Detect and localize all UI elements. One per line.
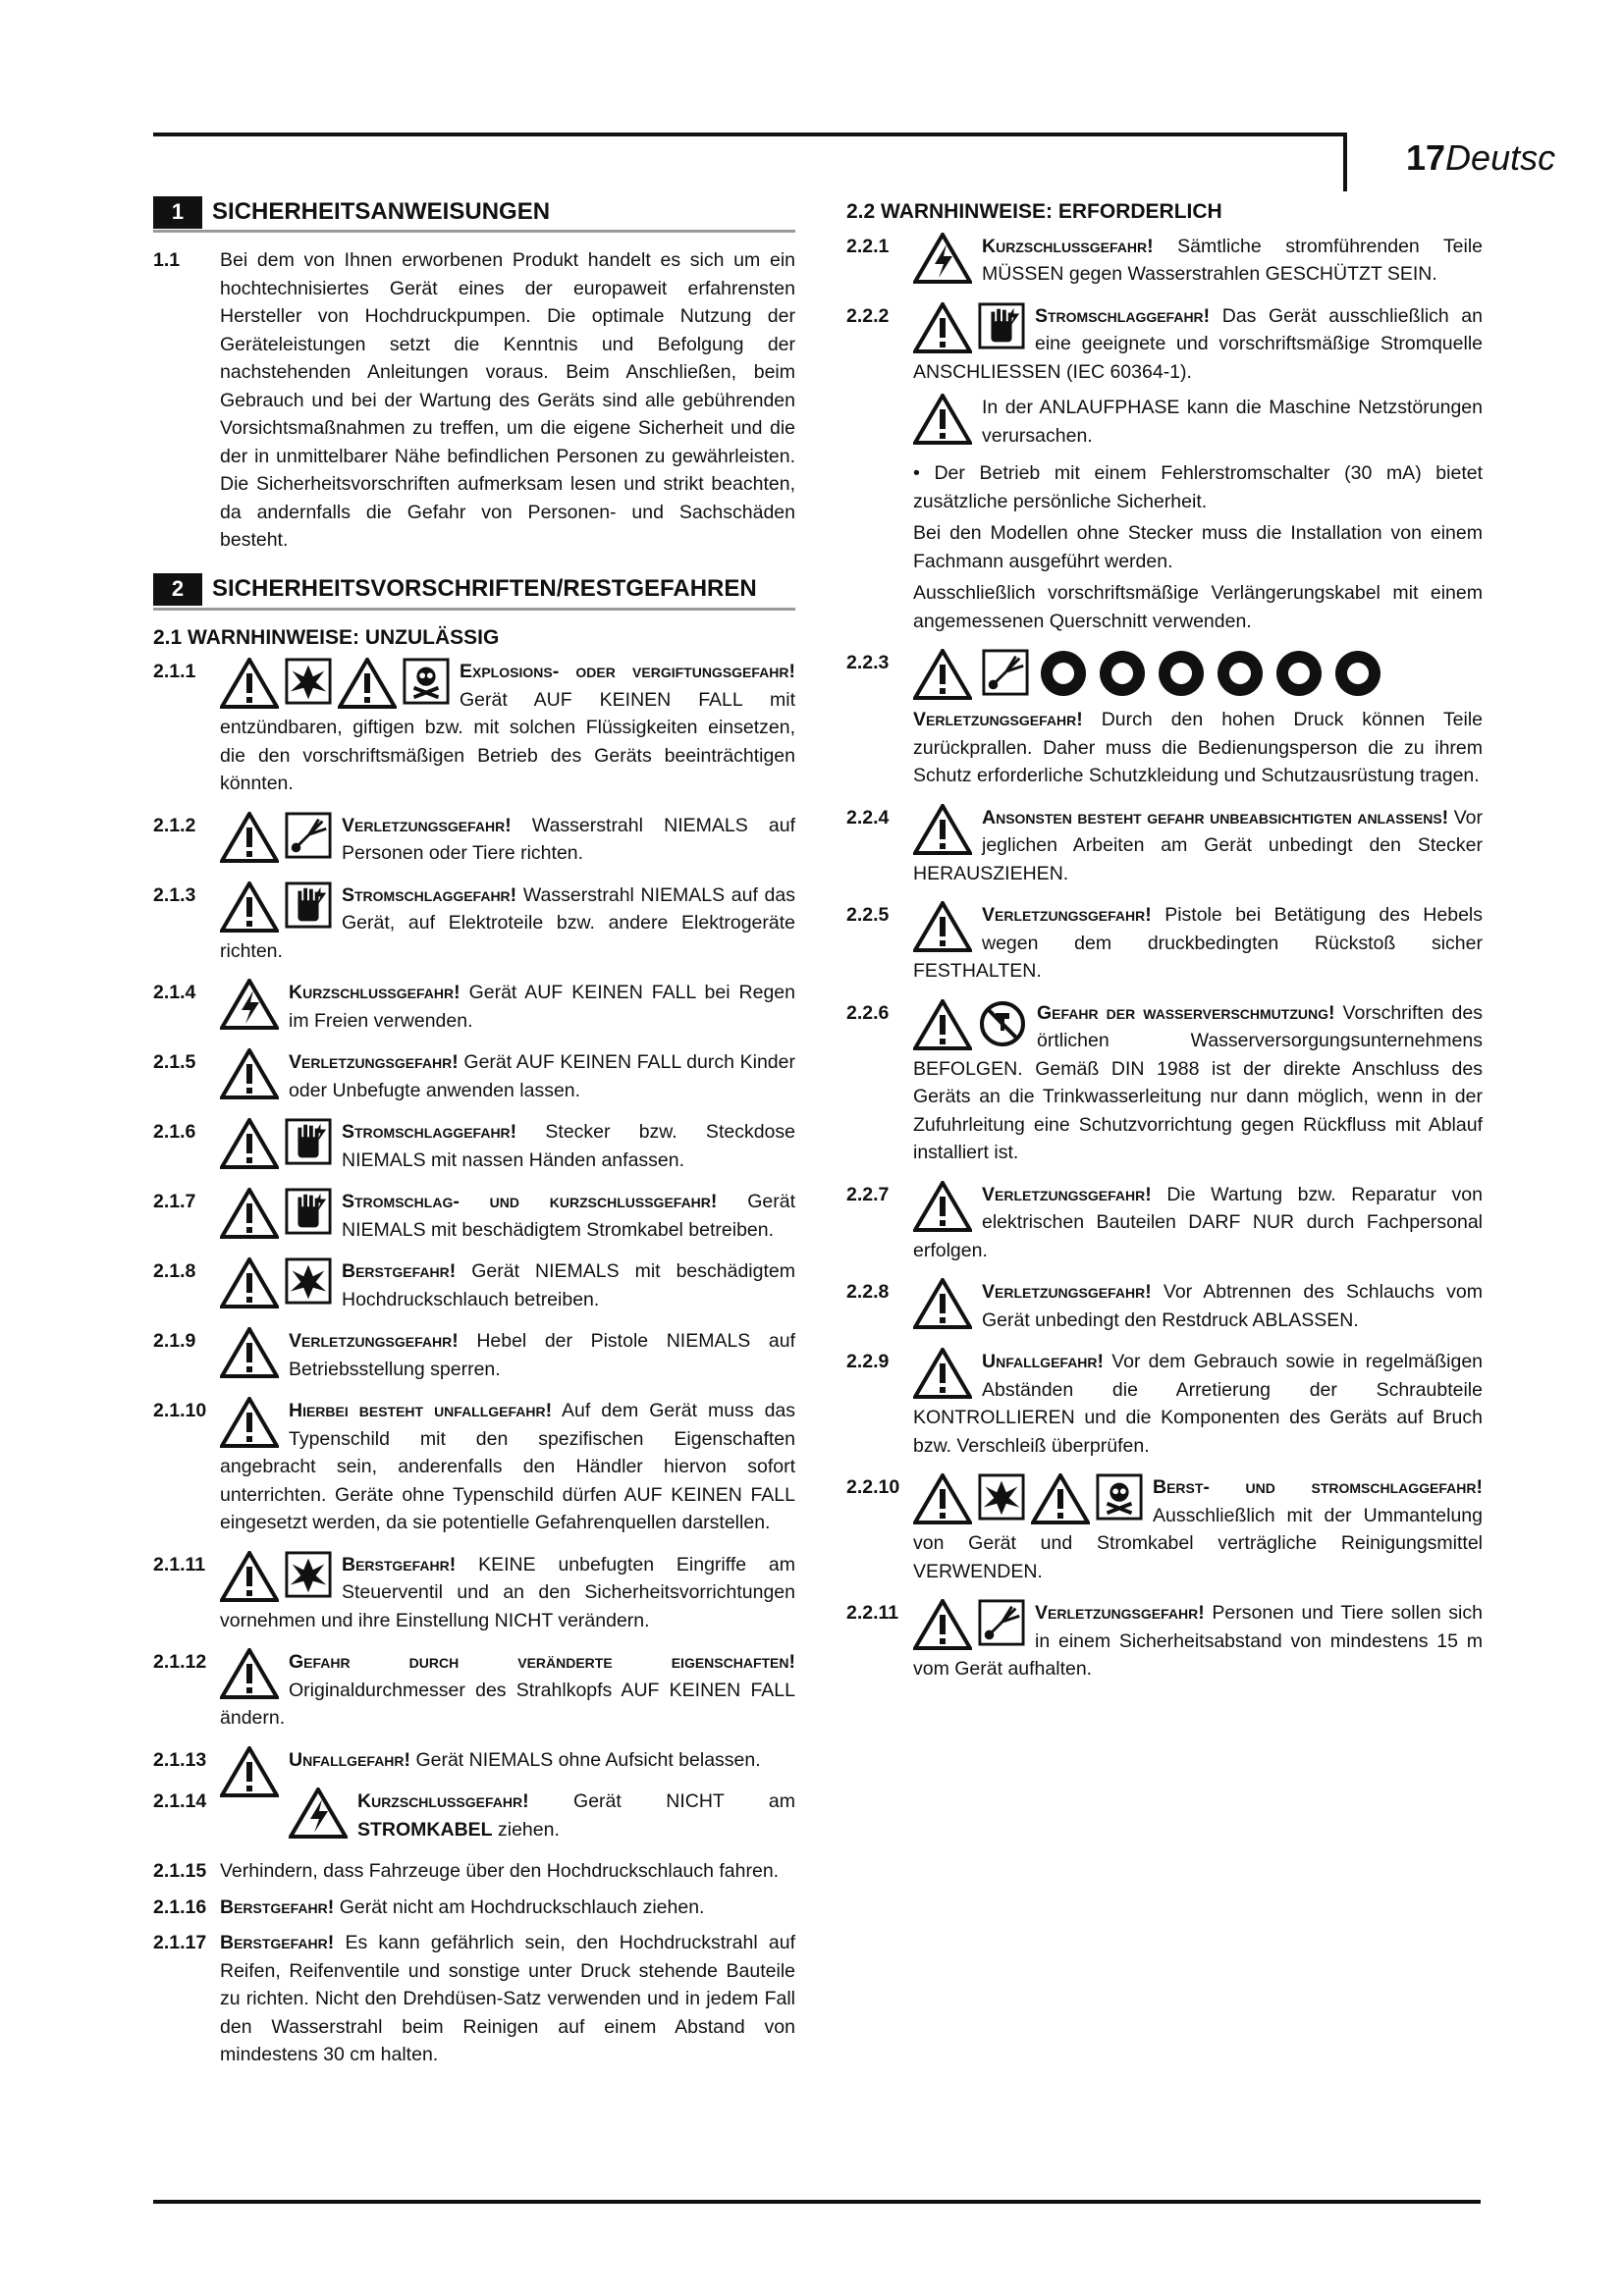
water-jet-icon — [978, 1599, 1025, 1646]
icon-group — [220, 1327, 279, 1378]
item-number: 2.1.9 — [153, 1330, 196, 1352]
item-2-2-8 — [846, 1278, 1483, 1334]
item-text: Hebel der Pistole NIEMALS auf Betriebsstellung sperren. — [289, 1330, 795, 1380]
item-number: 2.1.17 — [153, 1932, 207, 1953]
item-text: Das Gerät ausschließlich an eine geeignete und vorschriftsmäßige Stromquelle ANSCHLIESSEN (IEC 60364-1). — [913, 304, 1483, 383]
item-2-2-2-notes — [846, 459, 1483, 635]
hazard-heading: Gefahr der wasserverschmutzung! — [1037, 1001, 1335, 1024]
item-2-2-1 — [846, 233, 1483, 289]
item-number: 2.2.7 — [846, 1183, 890, 1205]
hazard-heading: Verletzungsgefahr! — [913, 709, 1083, 730]
item-2-2-9 — [846, 1348, 1483, 1460]
item-text: Auf dem Gerät muss das Typenschild mit den spezifischen Eigenschaften angebracht sein, anderenfalls den Händler hiervon sofort unterrichten. Geräte ohne Typenschild dürfen AUF KEINEN FALL eingesetzt werden, da sie potentielle Gefahrenquellen darstellen. — [220, 1400, 796, 1533]
item-text: Gerät AUF KEINEN FALL durch Kinder oder Unbefugte anwenden lassen. — [289, 1051, 795, 1101]
item-text: In der ANLAUFPHASE kann die Maschine Netzstörungen verursachen. — [982, 397, 1483, 447]
warning-triangle-icon — [913, 999, 972, 1050]
icon-group — [913, 302, 1025, 353]
hazard-heading: Explosions- oder vergiftungsgefahr! — [460, 661, 795, 682]
hazard-heading: Kurzschlussgefahr! — [289, 982, 460, 1003]
hazard-heading: Berstgefahr! — [220, 1932, 335, 1953]
electric-hand-icon — [285, 881, 332, 929]
item-text: Originaldurchmesser des Strahlkopfs AUF KEINEN FALL ändern. — [220, 1679, 795, 1729]
hazard-heading: Kurzschlussgefahr! — [357, 1790, 529, 1812]
warning-triangle-icon — [220, 1397, 279, 1448]
section-number: 2 — [153, 573, 202, 606]
item-number: 2.1.10 — [153, 1400, 207, 1421]
item-text: Gerät nicht am Hochdruckschlauch ziehen. — [339, 1896, 705, 1918]
icon-group — [913, 1473, 1143, 1524]
item-number: 2.1.1 — [153, 661, 196, 682]
section-2-header — [153, 572, 795, 611]
protective-clothing-icon — [1039, 649, 1088, 698]
item-2-1-16 — [153, 1894, 795, 1922]
icon-group — [913, 901, 972, 952]
item-number: 1.1 — [153, 249, 181, 271]
item-2-1-14 — [153, 1788, 795, 1843]
item-number: 2.2.5 — [846, 904, 890, 926]
item-number: 2.1.13 — [153, 1748, 207, 1771]
item-number: 2.1.12 — [153, 1651, 207, 1673]
warning-triangle-icon — [913, 649, 972, 700]
goggles-icon — [1333, 649, 1382, 698]
warning-triangle-icon — [220, 1327, 279, 1378]
warning-triangle-icon — [913, 1348, 972, 1399]
item-number: 2.1.2 — [153, 814, 196, 836]
item-text: Gerät AUF KEINEN FALL mit entzündbaren, giftigen bzw. mit solchen Flüssigkeiten einsetzen, die den vorschriftsmäßigen Betrieb des Geräts beeinträchtigen könnten. — [220, 688, 795, 794]
warning-triangle-icon — [338, 658, 397, 709]
icon-group — [220, 979, 279, 1030]
explosion-icon — [285, 1257, 332, 1305]
item-number: 2.2.3 — [846, 652, 890, 673]
hazard-heading: Verletzungsgefahr! — [289, 1051, 459, 1073]
icon-group — [220, 1048, 279, 1099]
item-2-1-17 — [153, 1929, 795, 2069]
item-number: 2.1.5 — [153, 1051, 196, 1073]
item-2-1-1 — [153, 658, 795, 798]
item-number: 2.2.9 — [846, 1351, 890, 1372]
no-drinking-water-icon — [978, 999, 1027, 1048]
subsection-2-2-title: 2.2 WARNHINWEISE: ERFORDERLICH — [846, 200, 1222, 223]
item-text: Vor dem Gebrauch sowie in regelmäßigen Abständen die Arretierung der Schraubteile KONTROLLIEREN und die Komponenten des Geräts auf Bruch bzw. Verschleiß überprüfen. — [913, 1351, 1484, 1457]
hazard-heading: Kurzschlussgefahr! — [982, 235, 1154, 257]
item-text-bold: STROMKABEL — [357, 1818, 493, 1841]
section-title: SICHERHEITSANWEISUNGEN — [212, 197, 551, 225]
item-2-2-11 — [846, 1599, 1483, 1683]
item-2-2-2 — [846, 302, 1483, 387]
item-2-1-7 — [153, 1188, 795, 1244]
item-number: 2.1.11 — [153, 1553, 206, 1575]
hazard-heading: Stromschlaggefahr! — [1035, 304, 1211, 327]
item-2-1-4 — [153, 979, 795, 1035]
hazard-heading: Gefahr durch veränderte eigenschaften! — [289, 1651, 795, 1673]
subsection-2-1-title: 2.1 WARNHINWEISE: UNZULÄSSIG — [153, 625, 500, 649]
right-column — [846, 194, 1483, 1697]
section-title: SICHERHEITSVORSCHRIFTEN/RESTGEFAHREN — [212, 575, 757, 603]
icon-group — [220, 1257, 332, 1308]
item-text: Wasserstrahl NIEMALS auf Personen oder Tiere richten. — [342, 814, 795, 864]
note-extension-cable: Ausschließlich vorschriftsmäßige Verlängerungskabel mit einem angemessenen Querschnitt verwenden. — [913, 582, 1483, 632]
section-1-header — [153, 194, 795, 233]
icon-group — [913, 1599, 1025, 1650]
page-number: 17 — [1406, 137, 1446, 178]
warning-triangle-icon — [220, 658, 279, 709]
hazard-heading: Berstgefahr! — [220, 1896, 335, 1918]
item-text: KEINE unbefugten Eingriffe am Steuerventil und an den Sicherheitsvorrichtungen vornehmen und ihre Einstellung NICHT verändern. — [220, 1553, 796, 1631]
icon-group — [220, 1551, 332, 1602]
item-2-1-8 — [153, 1257, 795, 1313]
electric-hand-icon — [285, 1188, 332, 1235]
warning-triangle-icon — [1031, 1473, 1090, 1524]
hazard-heading: Verletzungsgefahr! — [289, 1330, 459, 1352]
warning-triangle-icon — [913, 1599, 972, 1650]
item-number: 2.1.6 — [153, 1121, 196, 1143]
note-installation: Bei den Modellen ohne Stecker muss die Installation von einem Fachmann ausgeführt werden. — [913, 522, 1483, 572]
warning-triangle-icon — [913, 901, 972, 952]
item-text: Wasserstrahl NIEMALS auf das Gerät, auf Elektroteile bzw. andere Elektrogeräte richten. — [220, 883, 795, 962]
item-text: Die Wartung bzw. Reparatur von elektrischen Bauteilen DARF NUR durch Fachpersonal erfolgen. — [913, 1183, 1483, 1261]
warning-triangle-icon — [913, 804, 972, 855]
hazard-heading: Stromschlag- und kurzschlussgefahr! — [342, 1191, 718, 1212]
warning-triangle-icon — [913, 1473, 972, 1524]
language-label: Deutsc — [1445, 137, 1556, 178]
item-2-1-2 — [153, 812, 795, 868]
item-text: Gerät NIEMALS ohne Aufsicht belassen. — [415, 1748, 761, 1771]
item-number: 2.2.4 — [846, 806, 890, 828]
hazard-heading: Berst- und stromschlaggefahr! — [1153, 1476, 1483, 1498]
item-number: 2.2.11 — [846, 1602, 899, 1624]
warning-triangle-icon — [220, 1257, 279, 1308]
item-text: Vor jeglichen Arbeiten am Gerät unbedingt den Stecker HERAUSZIEHEN. — [913, 806, 1483, 884]
skull-icon — [403, 658, 450, 705]
item-number: 2.2.10 — [846, 1476, 900, 1498]
warning-triangle-icon — [220, 1118, 279, 1169]
item-2-2-7 — [846, 1181, 1483, 1265]
startup-note — [846, 394, 1483, 450]
paragraph-1-1 — [153, 246, 795, 555]
explosion-icon — [285, 1551, 332, 1598]
item-number: 2.1.8 — [153, 1260, 196, 1282]
icon-group — [913, 999, 1027, 1050]
icon-group — [913, 1278, 972, 1329]
hazard-heading: Unfallgefahr! — [982, 1351, 1105, 1372]
high-voltage-icon — [913, 233, 972, 284]
item-text: Durch den hohen Druck können Teile zurückprallen. Daher muss die Bedienungsperson die zu ihrem Schutz erforderliche Schutzkleidung und Schutzausrüstung tragen. — [913, 709, 1484, 786]
warning-triangle-icon — [220, 1551, 279, 1602]
item-text: Bei dem von Ihnen erworbenen Produkt handelt es sich um ein hochtechnisiertes Gerät eines der europaweit erfahrensten Hersteller von Hochdruckpumpen. Die optimale Nutzung der Geräteleistungen setzt die Kenntnis und Befolgung der nachstehenden Anleitungen voraus. Beim Anschließen, beim Gebrauch und bei der Wartung des Geräts sind alle gebührenden Vorsichtsmaßnahmen zu treffen, um die eigene Sicherheit und die der in unmittelbarer Nähe befindlichen Personen zu gewährleisten. Die Sicherheitsvorschriften aufmerksam lesen und strikt beachten, da andernfalls die Gefahr von Personen- und Sachschäden besteht. — [220, 249, 795, 551]
item-2-1-9 — [153, 1327, 795, 1383]
icon-group — [913, 1348, 972, 1399]
hazard-heading: Unfallgefahr! — [289, 1748, 411, 1771]
left-column — [153, 194, 795, 2083]
explosion-icon — [285, 658, 332, 705]
water-jet-icon — [285, 812, 332, 859]
item-text: Personen und Tiere sollen sich in einem Sicherheitsabstand von mindestens 15 m vom Gerät aufhalten. — [913, 1602, 1483, 1680]
item-2-1-11 — [153, 1551, 795, 1635]
icon-group — [913, 804, 972, 855]
item-text: Verhindern, dass Fahrzeuge über den Hochdruckschlauch fahren. — [220, 1860, 780, 1882]
high-voltage-icon — [220, 979, 279, 1030]
icon-group — [220, 812, 332, 863]
item-text: Vorschriften des örtlichen Wasserversorgungsunternehmens BEFOLGEN. Gemäß DIN 1988 ist der direkte Anschluss des Geräts an die Trinkwasserleitung nur dann möglich, wenn in der Zufuhrleitung eine Schutzvorrichtung gegen Rückfluss mit Ablauf installiert ist. — [913, 1001, 1483, 1163]
hazard-heading: Stromschlaggefahr! — [342, 1121, 517, 1143]
warning-triangle-icon — [913, 1181, 972, 1232]
item-number: 2.2.1 — [846, 235, 890, 257]
item-text: Gerät NIEMALS mit beschädigtem Hochdruckschlauch betreiben. — [342, 1260, 795, 1310]
icon-group — [913, 394, 972, 445]
item-text: Gerät NICHT am — [573, 1790, 796, 1812]
icon-group — [220, 1648, 279, 1699]
item-2-1-15 — [153, 1857, 795, 1886]
item-2-2-4 — [846, 804, 1483, 888]
icon-group — [220, 1118, 332, 1169]
item-2-1-5 — [153, 1048, 795, 1104]
warning-triangle-icon — [220, 881, 279, 933]
warning-triangle-icon — [220, 1648, 279, 1699]
item-number: 2.2.2 — [846, 304, 890, 327]
hazard-heading: Verletzungsgefahr! — [982, 1281, 1152, 1303]
top-rule — [153, 133, 1343, 136]
note-rcd: • Der Betrieb mit einem Fehlerstromschalter (30 mA) bietet zusätzliche persönliche Sicherheit. — [913, 459, 1483, 515]
hazard-heading: Ansonsten besteht gefahr unbeabsichtigten anlassens! — [982, 806, 1449, 828]
icon-group — [913, 1181, 972, 1232]
item-2-2-5 — [846, 901, 1483, 986]
item-2-1-12 — [153, 1648, 795, 1733]
item-number: 2.1.7 — [153, 1191, 196, 1212]
item-2-2-6 — [846, 999, 1483, 1167]
hazard-heading: Verletzungsgefahr! — [982, 904, 1152, 926]
item-2-2-10 — [846, 1473, 1483, 1585]
warning-triangle-icon — [220, 1048, 279, 1099]
item-number: 2.1.4 — [153, 982, 196, 1003]
page-header — [1406, 137, 1555, 179]
item-number: 2.1.3 — [153, 883, 196, 906]
icon-group — [220, 1397, 279, 1448]
water-jet-icon — [982, 649, 1029, 696]
section-number: 1 — [153, 196, 202, 229]
hazard-heading: Stromschlaggefahr! — [342, 883, 517, 906]
item-text: Gerät AUF KEINEN FALL bei Regen im Freien verwenden. — [289, 982, 795, 1032]
item-text: Es kann gefährlich sein, den Hochdruckstrahl auf Reifen, Reifenventile und sonstige unter Druck stehende Bauteile zu richten. Nicht den Drehdüsen-Satz verwenden und in jedem Fall den Wasserstrahl beim Reinigen auf einem Abstand von mindestens 30 cm halten. — [220, 1932, 795, 2065]
ppe-icon-row — [913, 649, 1483, 700]
item-number: 2.2.6 — [846, 1001, 890, 1024]
skull-icon — [1096, 1473, 1143, 1521]
item-2-1-13 — [153, 1746, 795, 1775]
item-text: Sämtliche stromführenden Teile MÜSSEN gegen Wasserstrahlen GESCHÜTZT SEIN. — [982, 235, 1484, 285]
icon-group — [220, 1188, 332, 1239]
item-2-2-3 — [846, 649, 1483, 790]
icon-group — [220, 881, 332, 933]
item-text: Ausschließlich mit der Ummantelung von Gerät und Stromkabel verträgliche Reinigungsmittel VERWENDEN. — [913, 1504, 1483, 1582]
hazard-heading: Verletzungsgefahr! — [1035, 1602, 1205, 1624]
item-number: 2.1.16 — [153, 1896, 207, 1918]
gloves-icon — [1274, 649, 1324, 698]
icon-group — [913, 233, 972, 284]
high-voltage-icon — [289, 1788, 348, 1839]
hazard-heading: Berstgefahr! — [342, 1553, 457, 1575]
warning-triangle-icon — [913, 394, 972, 445]
item-text: Pistole bei Betätigung des Hebels wegen dem druckbedingten Rückstoß sicher FESTHALTEN. — [913, 904, 1483, 982]
explosion-icon — [978, 1473, 1025, 1521]
item-2-1-6 — [153, 1118, 795, 1174]
boots-icon — [1098, 649, 1147, 698]
electric-hand-icon — [285, 1118, 332, 1165]
hazard-heading: Verletzungsgefahr! — [342, 814, 512, 836]
item-text-tail: ziehen. — [498, 1818, 560, 1841]
item-text: Gerät NIEMALS mit beschädigtem Stromkabel betreiben. — [342, 1191, 796, 1241]
bottom-rule — [153, 2200, 1481, 2204]
item-number: 2.1.14 — [153, 1790, 207, 1812]
item-number: 2.1.15 — [153, 1860, 207, 1882]
helmet-icon — [1157, 649, 1206, 698]
warning-triangle-icon — [913, 302, 972, 353]
header-divider — [1343, 133, 1347, 191]
hazard-heading: Verletzungsgefahr! — [982, 1183, 1152, 1205]
icon-group — [289, 1788, 348, 1839]
warning-triangle-icon — [220, 812, 279, 863]
electric-hand-icon — [978, 302, 1025, 349]
warning-triangle-icon — [913, 1278, 972, 1329]
icon-group — [220, 658, 450, 709]
item-text: Stecker bzw. Steckdose NIEMALS mit nassen Händen anfassen. — [342, 1121, 795, 1171]
hazard-heading: Berstgefahr! — [342, 1260, 457, 1282]
item-number: 2.2.8 — [846, 1281, 890, 1303]
item-2-1-3 — [153, 881, 795, 966]
hazard-heading: Hierbei besteht unfallgefahr! — [289, 1400, 553, 1421]
ear-protection-icon — [1216, 649, 1265, 698]
item-2-1-10 — [153, 1397, 795, 1537]
item-text: Vor Abtrennen des Schlauchs vom Gerät unbedingt den Restdruck ABLASSEN. — [982, 1281, 1483, 1331]
warning-triangle-icon — [220, 1188, 279, 1239]
